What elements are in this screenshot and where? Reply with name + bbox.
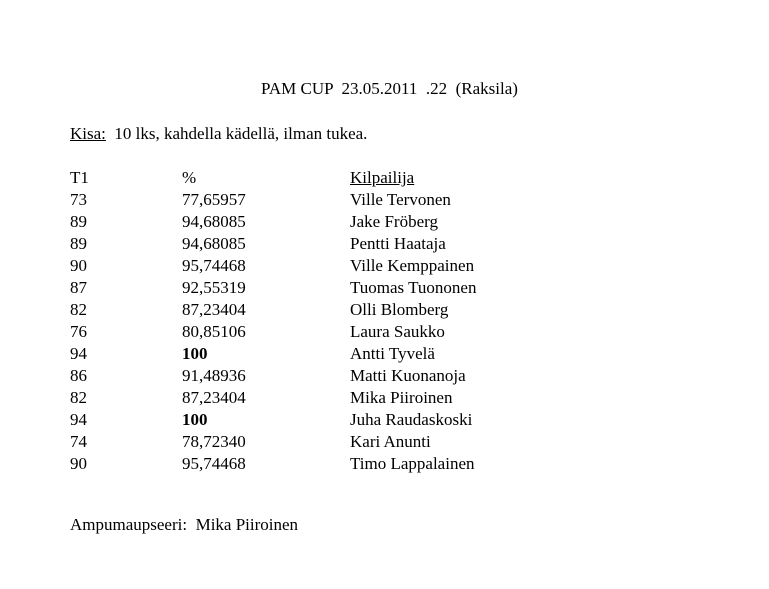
competitor-cell: Ville Kemppainen (350, 256, 475, 275)
competitor-cell: Laura Saukko (350, 322, 445, 341)
competitor-cell: Ville Tervonen (350, 190, 451, 209)
kisa-text: 10 lks, kahdella kädellä, ilman tukea. (105, 124, 368, 143)
range-officer-line (70, 515, 298, 535)
competitor-cell: Juha Raudaskoski (350, 410, 473, 429)
percent-cell: 94,68085 (182, 234, 246, 253)
percent-cell: 95,74468 (182, 256, 246, 275)
score-cell: 76 (70, 322, 87, 341)
percent-cell: 100 (182, 344, 208, 363)
competitor-cell: Jake Fröberg (350, 212, 438, 231)
score-cell: 90 (70, 256, 87, 275)
table-row (70, 189, 590, 211)
table-row (70, 233, 590, 255)
percent-cell: 92,55319 (182, 278, 246, 297)
competitor-cell: Mika Piiroinen (350, 388, 453, 407)
percent-cell: 78,72340 (182, 432, 246, 451)
range-officer-label: Ampumaupseeri: (70, 515, 188, 534)
score-cell: 89 (70, 212, 87, 231)
table-row (70, 409, 590, 431)
score-cell: 94 (70, 344, 87, 363)
competitor-cell: Antti Tyvelä (350, 344, 435, 363)
competitor-cell: Pentti Haataja (350, 234, 446, 253)
table-row (70, 365, 590, 387)
score-cell: 82 (70, 300, 87, 319)
table-row (70, 453, 590, 475)
competitor-cell: Matti Kuonanoja (350, 366, 466, 385)
table-row (70, 277, 590, 299)
table-row (70, 343, 590, 365)
header-percent: % (182, 168, 197, 187)
competitor-cell: Tuomas Tuononen (350, 278, 477, 297)
percent-cell: 87,23404 (182, 300, 246, 319)
table-row (70, 255, 590, 277)
percent-cell: 100 (182, 410, 208, 429)
table-row (70, 431, 590, 453)
document-title: PAM CUP 23.05.2011 .22 (Raksila) (261, 79, 518, 98)
table-row (70, 321, 590, 343)
percent-cell: 77,65957 (182, 190, 246, 209)
competitor-cell: Timo Lappalainen (350, 454, 475, 473)
score-cell: 74 (70, 432, 87, 451)
score-cell: 73 (70, 190, 87, 209)
score-cell: 82 (70, 388, 87, 407)
kisa-label: Kisa: (70, 124, 106, 143)
percent-cell: 87,23404 (182, 388, 246, 407)
competitor-cell: Olli Blomberg (350, 300, 449, 319)
percent-cell: 94,68085 (182, 212, 246, 231)
percent-cell: 80,85106 (182, 322, 246, 341)
score-cell: 90 (70, 454, 87, 473)
results-table (70, 167, 590, 475)
table-header-row (70, 167, 590, 189)
range-officer-name: Mika Piiroinen (187, 515, 299, 534)
competition-line (70, 124, 367, 144)
score-cell: 87 (70, 278, 87, 297)
percent-cell: 95,74468 (182, 454, 246, 473)
score-cell: 89 (70, 234, 87, 253)
header-t1: T1 (70, 168, 89, 187)
competitor-cell: Kari Anunti (350, 432, 431, 451)
table-row (70, 299, 590, 321)
score-cell: 86 (70, 366, 87, 385)
score-cell: 94 (70, 410, 87, 429)
table-row (70, 211, 590, 233)
header-competitor: Kilpailija (350, 168, 415, 187)
percent-cell: 91,48936 (182, 366, 246, 385)
table-row (70, 387, 590, 409)
